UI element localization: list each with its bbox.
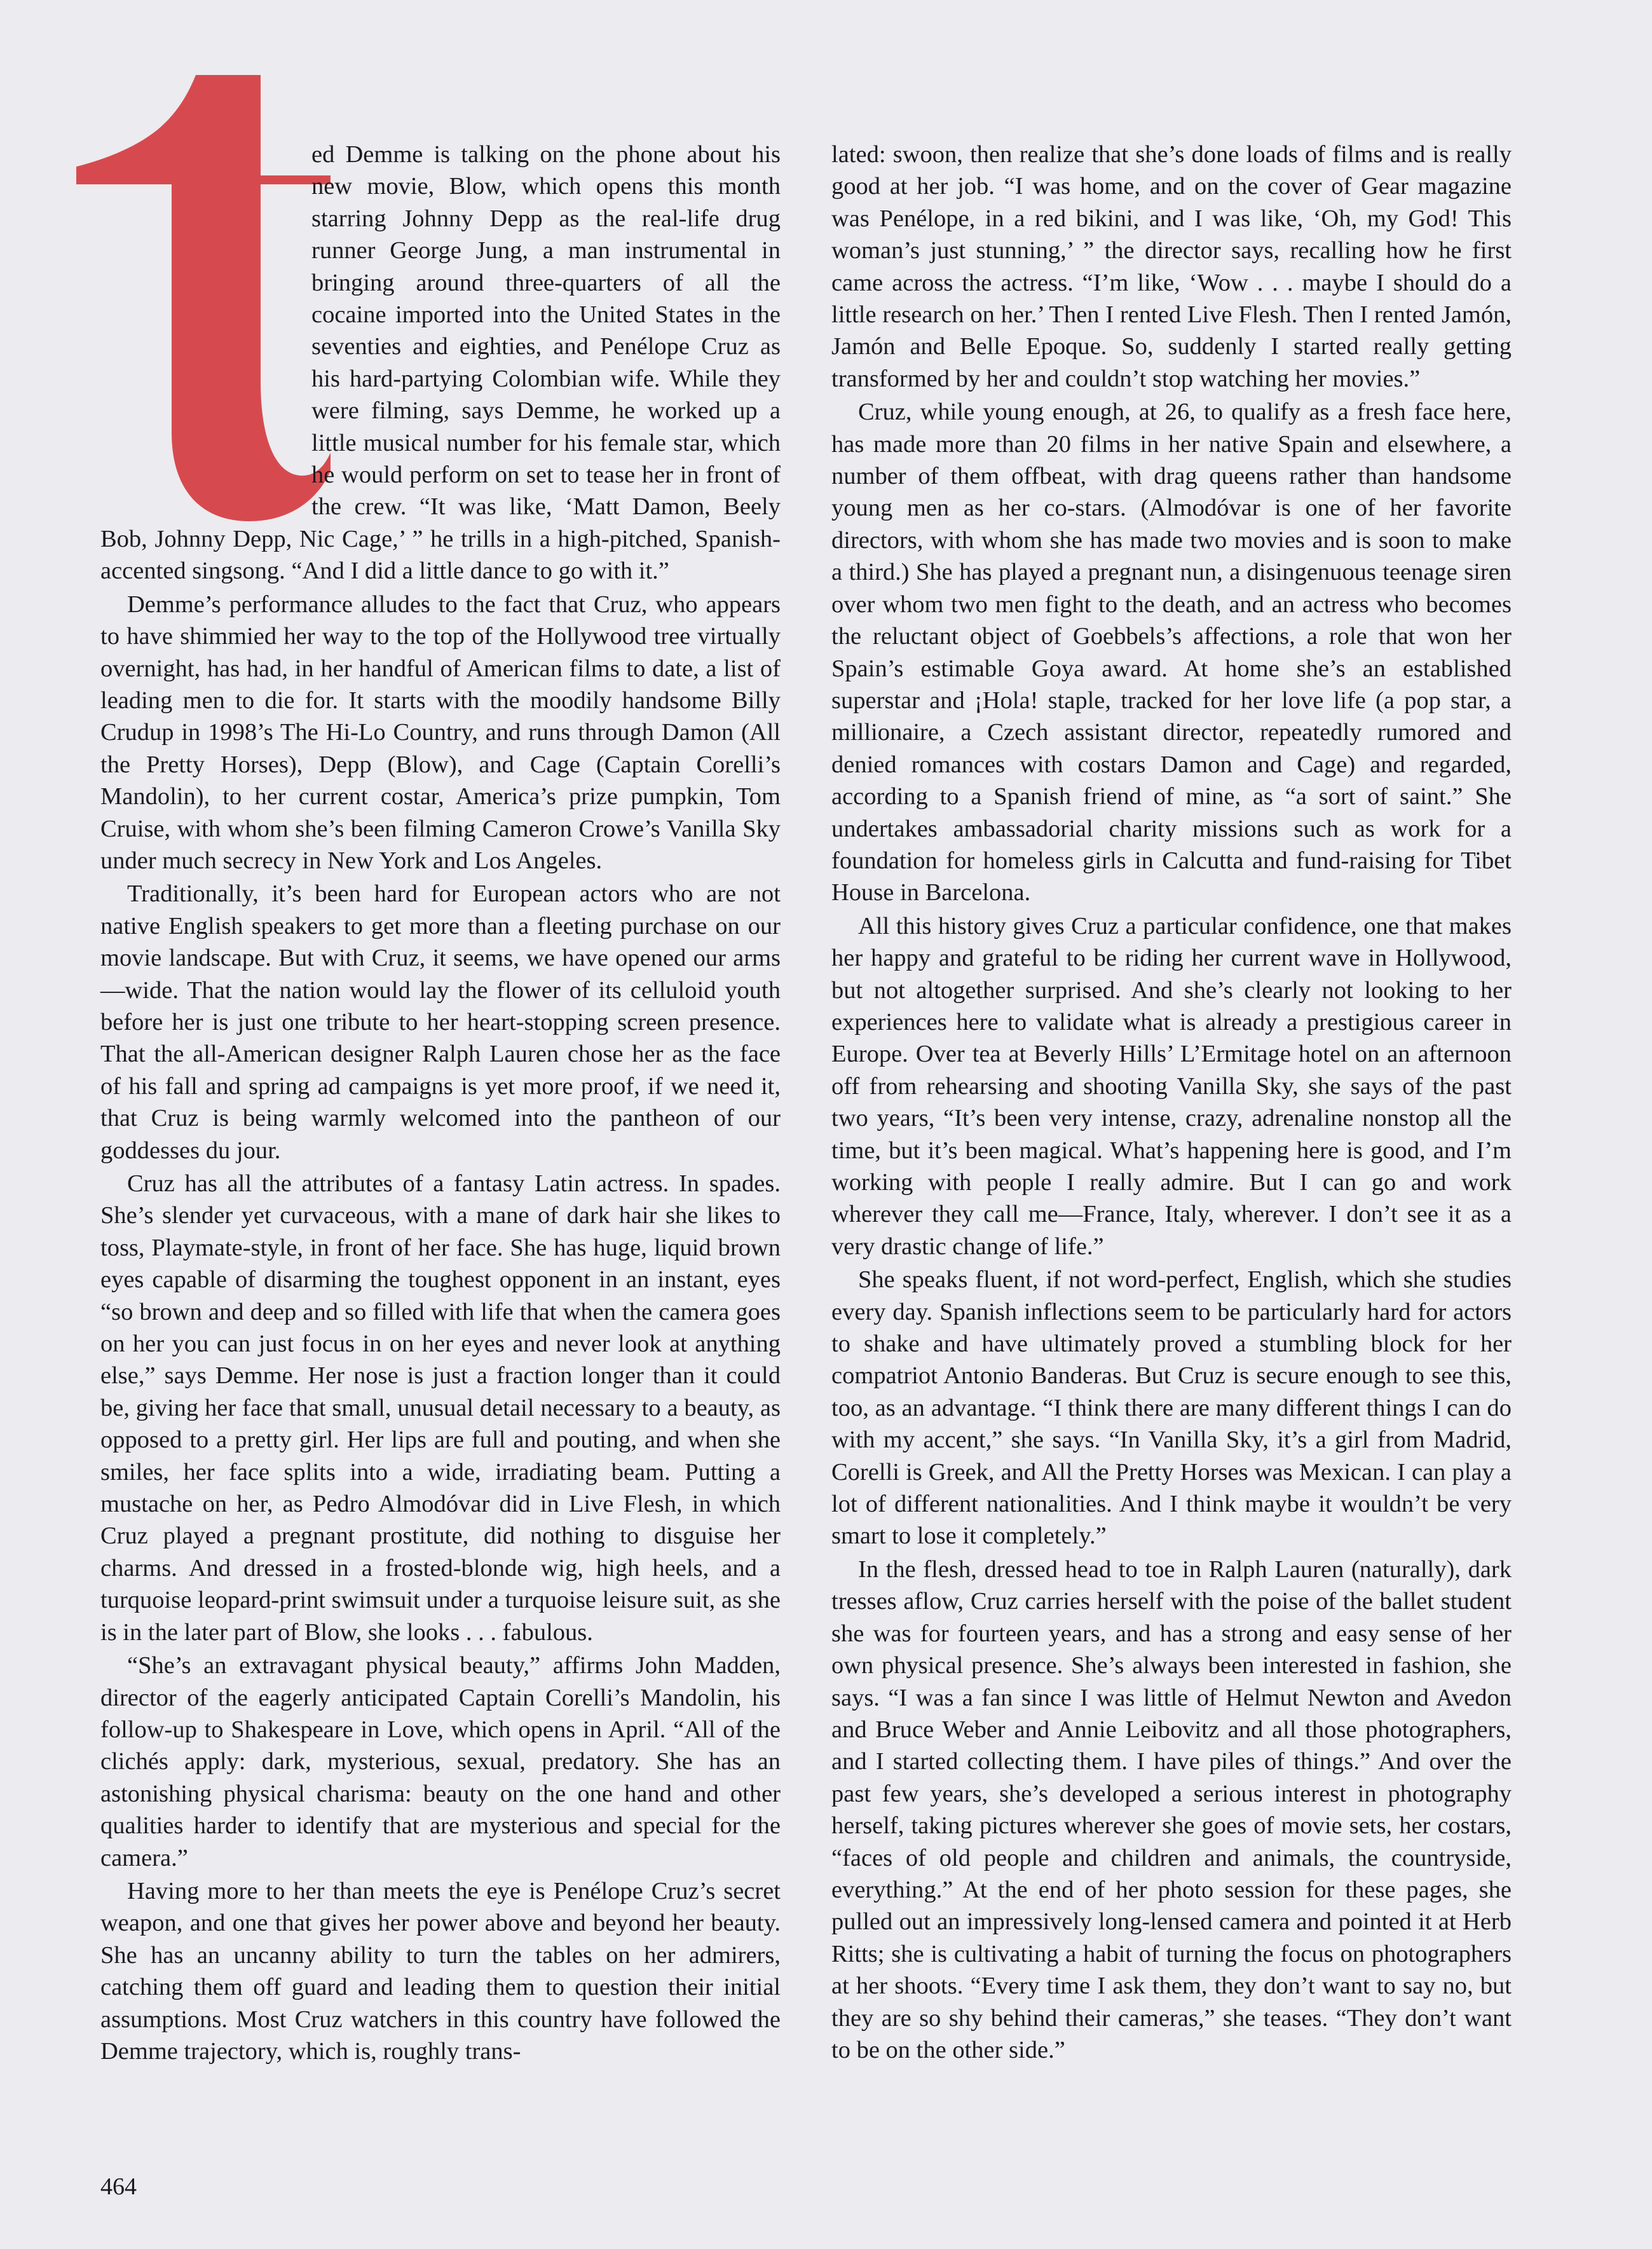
page-number: 464 xyxy=(100,2173,137,2200)
left-paragraph-5: “She’s an extravagant physical beauty,” affirms John Madden, director of the eagerly anticipated Captain Corelli’s Mandolin, his follow-up to Shakespeare in Love, which opens in April. “All of the clichés apply: dark, mysterious, sexual, predatory. She has an astonishing physical charisma: beauty on the one hand and other qualities harder to identify that are mysterious and special for the camera.” xyxy=(100,1652,781,1871)
left-paragraph-6: Having more to her than meets the eye is Penélope Cruz’s secret weapon, and one that gives her power above and beyond her beauty. She has an uncanny ability to turn the tables on her admirers, catching them off guard and leading them to question their initial assumptions. Most Cruz watchers in this country have followed the Demme trajectory, which is, roughly trans- xyxy=(100,1877,781,2065)
right-paragraph-4: She speaks fluent, if not word-perfect, English, which she studies every day. Spanish inflections seem to be particularly hard for actors to shake and have ultimately proved a stumbling block for her compatriot Antonio Banderas. But Cruz is secure enough to see this, too, as an advantage. “I think there are many different things I can do with my accent,” she says. “In Vanilla Sky, it’s a girl from Madrid, Corelli is Greek, and All the Pretty Horses was Mexican. I can play a lot of different nationalities. And I think maybe it wouldn’t be very smart to lose it completely.” xyxy=(831,1266,1512,1550)
right-paragraph-3: All this history gives Cruz a particular confidence, one that makes her happy and grateful to be riding her current wave in Hollywood, but not altogether surprised. And she’s clearly not looking to her experiences here to validate what is already a prestigious career in Europe. Over tea at Beverly Hills’ L’Ermitage hotel on an afternoon off from rehearsing and shooting Vanilla Sky, she says of the past two years, “It’s been very intense, crazy, adrenaline nonstop all the time, but it’s been magical. What’s happening here is good, and I’m working with people I really admire. But I can go and work wherever they call me—France, Italy, wherever. I don’t see it as a very drastic change of life.” xyxy=(831,912,1512,1260)
right-paragraph-1: lated: swoon, then realize that she’s done loads of films and is really good at her job. “I was home, and on the cover of Gear magazine was Penélope, in a red bikini, and I was like, ‘Oh, my God! This woman’s just stunning,’ ” the director says, recalling how he first came across the actress. “I’m like, ‘Wow . . . maybe I should do a little research on her.’ Then I rented Live Flesh. Then I rented Jamón, Jamón and Belle Epoque. So, suddenly I started really getting transformed by her and couldn’t stop watching her movies.” xyxy=(831,141,1512,392)
left-column xyxy=(100,139,781,2067)
left-paragraph-2: Demme’s performance alludes to the fact that Cruz, who appears to have shimmied her way to the top of the Hollywood tree virtually overnight, has had, in her handful of American films to date, a list of leading men to die for. It starts with the moodily handsome Billy Crudup in 1998’s The Hi-Lo Country, and runs through Damon (All the Pretty Horses), Depp (Blow), and Cage (Captain Corelli’s Mandolin), to her current costar, America’s prize pumpkin, Tom Cruise, with whom she’s been filming Cameron Crowe’s Vanilla Sky under much secrecy in New York and Los Angeles. xyxy=(100,591,781,874)
left-paragraph-1: ed Demme is talking on the phone about his new movie, Blow, which opens this month starring Johnny Depp as the real-life drug runner George Jung, a man instrumental in bringing around three-quarters of all the cocaine imported into the United States in the seventies and eighties, and Penélope Cruz as his hard-partying Colombian wife. While they were filming, says Demme, he worked up a little musical number for his female star, which he would perform on set to tease her in front of the crew. “It was like, ‘Matt Damon, Beely Bob, Johnny Depp, Nic Cage,’ ” he trills in a high-pitched, Spanish-accented singsong. “And I did a little dance to go with it.” xyxy=(100,141,781,585)
right-paragraph-2: Cruz, while young enough, at 26, to qualify as a fresh face here, has made more than 20 films in her native Spain and elsewhere, a number of them offbeat, with drag queens rather than handsome young men as her co-stars. (Almodóvar is one of her favorite directors, with whom she has made two movies and is soon to make a third.) She has played a pregnant nun, a disingenuous teenage siren over whom two men fight to the death, and an actress who becomes the reluctant object of Goebbels’s affections, a role that won her Spain’s estimable Goya award. At home she’s an established superstar and ¡Hola! staple, tracked for her love life (a pop star, a millionaire, a Czech assistant director, repeatedly rumored and denied romances with costars Damon and Cage) and regarded, according to a Spanish friend of mine, as “a sort of saint.” She undertakes ambassadorial charity missions such as work for a foundation for homeless girls in Calcutta and fund-raising for Tibet House in Barcelona. xyxy=(831,399,1512,906)
right-paragraph-5: In the flesh, dressed head to toe in Ralph Lauren (naturally), dark tresses aflow, Cruz carries herself with the poise of the ballet student she was for fourteen years, and has a strong and easy sense of her own physical presence. She’s always been interested in fashion, she says. “I was a fan since I was little of Helmut Newton and Avedon and Bruce Weber and Annie Leibovitz and all those photographers, and I started collecting them. I have piles of things.” And over the past few years, she’s developed a serious interest in photography herself, taking pictures wherever she goes of movie sets, her costars, “faces of old people and children and animals, the countryside, everything.” At the end of her photo session for these pages, she pulled out an impressively long-lensed camera and pointed it at Herb Ritts; she is cultivating a habit of turning the focus on photographers at her shoots. “Every time I ask them, they don’t want to say no, but they are so shy behind their cameras,” she teases. “They don’t want to be on the other side.” xyxy=(831,1555,1512,2063)
left-paragraph-4: Cruz has all the attributes of a fantasy Latin actress. In spades. She’s slender yet curvaceous, with a mane of dark hair she likes to toss, Playmate-style, in front of her face. She has huge, liquid brown eyes capable of disarming the toughest opponent in an instant, eyes “so brown and deep and so filled with life that when the camera goes on her you can just focus in on her eyes and never look at anything else,” says Demme. Her nose is just a fraction longer than it could be, giving her face that small, unusual detail necessary to a beauty, as opposed to a pretty girl. Her lips are full and pouting, and when she smiles, her face splits into a wide, irradiating beam. Putting a mustache on her, as Pedro Almodóvar did in Live Flesh, in which Cruz played a pregnant prostitute, did nothing to disguise her charms. And dressed in a frosted-blonde wig, high heels, and a turquoise leopard-print swimsuit under a turquoise leisure suit, as she is in the later part of Blow, she looks . . . fabulous. xyxy=(100,1170,781,1646)
right-column xyxy=(831,139,1512,2066)
drop-cap-spacer xyxy=(100,139,311,509)
left-paragraph-3: Traditionally, it’s been hard for European actors who are not native English speakers to get more than a fleeting purchase on our movie landscape. But with Cruz, it seems, we have opened our arms—wide. That the nation would lay the flower of its celluloid youth before her is just one tribute to her heart-stopping screen presence. That the all-American designer Ralph Lauren chose her as the face of his fall and spring ad campaigns is yet more proof, if we need it, that Cruz is being warmly welcomed into the pantheon of our goddesses du jour. xyxy=(100,880,781,1164)
